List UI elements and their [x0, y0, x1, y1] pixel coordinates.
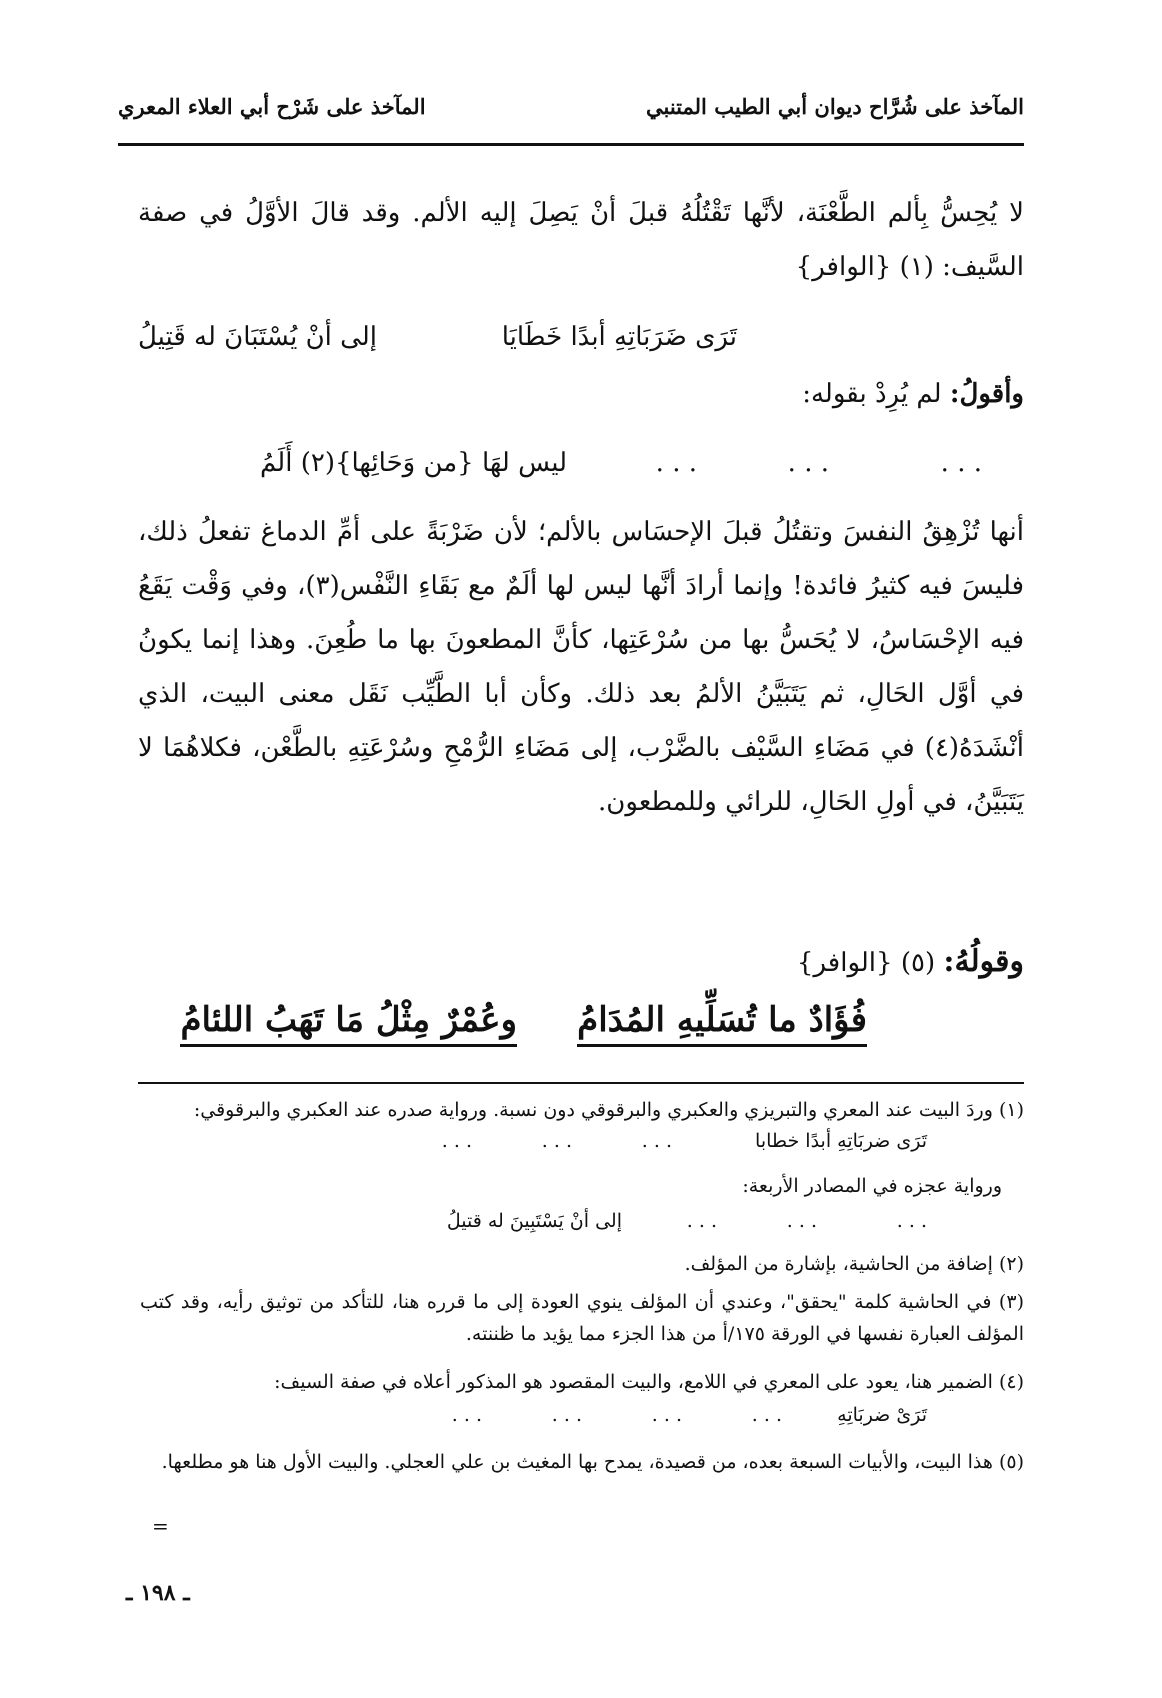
footnote-1: (١) وردَ البيت عند المعري والتبريزي والعكبري والبرقوقي دون نسبة. ورواية صدره عند العكبري والبرقوقي:	[193, 1099, 1024, 1121]
footnote-4-verse	[140, 1404, 1002, 1434]
footnote-1-verse-b	[140, 1210, 1002, 1240]
footnote-3: (٣) في الحاشية كلمة "يحقق"، وعندي أن المؤلف ينوي العودة إلى ما قرره هنا، للتأكد من توثيق رأيه، وقد كتب المؤلف العبارة نفسها في الورقة ١٧٥/أ من هذا الجزء مما يؤيد ما ظننته.	[140, 1291, 1024, 1345]
ellipsis-2: . . .	[787, 448, 829, 478]
qawluhu-meter: (٥) {الوافر}	[796, 948, 936, 978]
header-section-title: المآخذ على شَرْح أبي العلاء المعري	[118, 94, 426, 119]
verse-3	[160, 1000, 1002, 1070]
footnote-1-ellipsis-b3: . . .	[686, 1210, 717, 1232]
footnote-5: (٥) هذا البيت، والأبيات السبعة بعده، من قصيدة، يمدح بها المغيث بن علي العجلي. والبيت الأول هنا هو مطلعها.	[161, 1451, 1024, 1473]
footnote-1-hemistich-a: تَرَى ضربَاتِهِ أبدًا خطابا	[755, 1130, 927, 1152]
header-book-title: المآخذ على شُرَّاح ديوان أبي الطيب المتنبي	[646, 94, 1024, 119]
aqwal-label: وأقولُ:	[949, 379, 1024, 409]
ellipsis-3: . . .	[655, 448, 697, 478]
qawluhu-label: وقولُهُ:	[943, 944, 1024, 979]
verse-3-intro	[797, 944, 1024, 979]
verse-1-second-hemistich: إلى أنْ يُسْتَبَانَ له قَتِيلُ	[137, 322, 377, 352]
author-comment-intro	[802, 379, 1024, 409]
footnote-1-hemistich-b: إلى أنْ يَسْتَبِينَ له قتيلُ	[446, 1210, 622, 1232]
footnote-1-ellipsis-a1: . . .	[641, 1130, 672, 1152]
verse-3-second-hemistich: وعُمْرٌ مِثْلُ مَا تَهَبُ اللئامُ	[180, 1000, 517, 1047]
footnote-1-ellipsis-b1: . . .	[896, 1210, 927, 1232]
paragraph-1: لا يُحِسُّ بِألم الطَّعْنَة، لأنَّها تَقْتُلُهُ قبلَ أنْ يَصِلَ إليه الألم. وقد قالَ الأوَّلُ في صفة السَّيف: (١) {الوافر}	[138, 198, 1024, 282]
continuation-mark: =	[152, 1514, 169, 1538]
verse-1	[137, 322, 982, 372]
footnote-2: (٢) إضافة من الحاشية، بإشارة من المؤلف.	[684, 1253, 1024, 1275]
footnote-4-hemistich: تَرَىْ ضربَاتِهِ	[837, 1404, 927, 1426]
header-rule	[118, 143, 1024, 146]
running-header	[118, 94, 1024, 134]
footnote-1-verse-a	[140, 1130, 1002, 1160]
footnote-1-ellipsis-b2: . . .	[786, 1210, 817, 1232]
ellipsis-1: . . .	[940, 448, 982, 478]
footnote-1-mid: ورواية عجزه في المصادر الأربعة:	[742, 1175, 1002, 1197]
verse-2-second-hemistich: ليس لهَا {من وَحَائِها}(٢) أَلَمُ	[259, 448, 567, 478]
paragraph-2: أنها تُزْهِقُ النفسَ وتقتُلُ قبلَ الإحسَاس بالألم؛ لأن ضَرْبَةً على أمِّ الدماغ تفعلُ ذلك، فليسَ فيه كثيرُ فائدة! وإنما أرادَ أنَّها ليس لها ألَمٌ مع بَقَاءِ النَّفْس(٣)، وفي وَقْت يَقَعُ فيه الإحْسَاسُ، لا يُحَسُّ بها من سُرْعَتِها، كأنَّ المطعونَ بها ما طُعِنَ. وهذا إنما يكونُ في أوَّل الحَالِ، ثم يَتَبَيَّنُ الألمُ بعد ذلك. وكأن أبا الطَّيِّب نَقَل معنى البيت، الذي أنْشَدَهُ(٤) في مَضَاءِ السَّيْف بالضَّرْب، إلى مَضَاءِ الرُّمْحِ وسُرْعَتِهِ بالطَّعْن، فكلاهُمَا لا يَتَبَيَّنُ، في أولِ الحَالِ، للرائي وللمطعون.	[138, 517, 1024, 817]
footnote-4-ellipsis-2: . . .	[651, 1404, 682, 1426]
footnote-4-ellipsis-4: . . .	[451, 1404, 482, 1426]
footnote-1-ellipsis-a2: . . .	[541, 1130, 572, 1152]
footnote-1-ellipsis-a3: . . .	[441, 1130, 472, 1152]
verse-1-first-hemistich: تَرَى ضَرَبَاتِهِ أبدًا خَطَايَا	[501, 322, 737, 352]
footnote-4: (٤) الضمير هنا، يعود على المعري في اللامع، والبيت المقصود هو المذكور أعلاه في صفة السيف:	[274, 1371, 1024, 1393]
verse-2	[180, 448, 982, 498]
page-number: ـ ١٩٨ ـ	[126, 1580, 190, 1606]
aqwal-text: لم يُرِدْ بقوله:	[802, 379, 942, 409]
footnote-4-ellipsis-3: . . .	[551, 1404, 582, 1426]
footnote-rule	[138, 1082, 1024, 1084]
verse-3-first-hemistich: فُؤَادٌ ما تُسَلِّيهِ المُدَامُ	[577, 1000, 867, 1047]
footnote-4-ellipsis-1: . . .	[751, 1404, 782, 1426]
